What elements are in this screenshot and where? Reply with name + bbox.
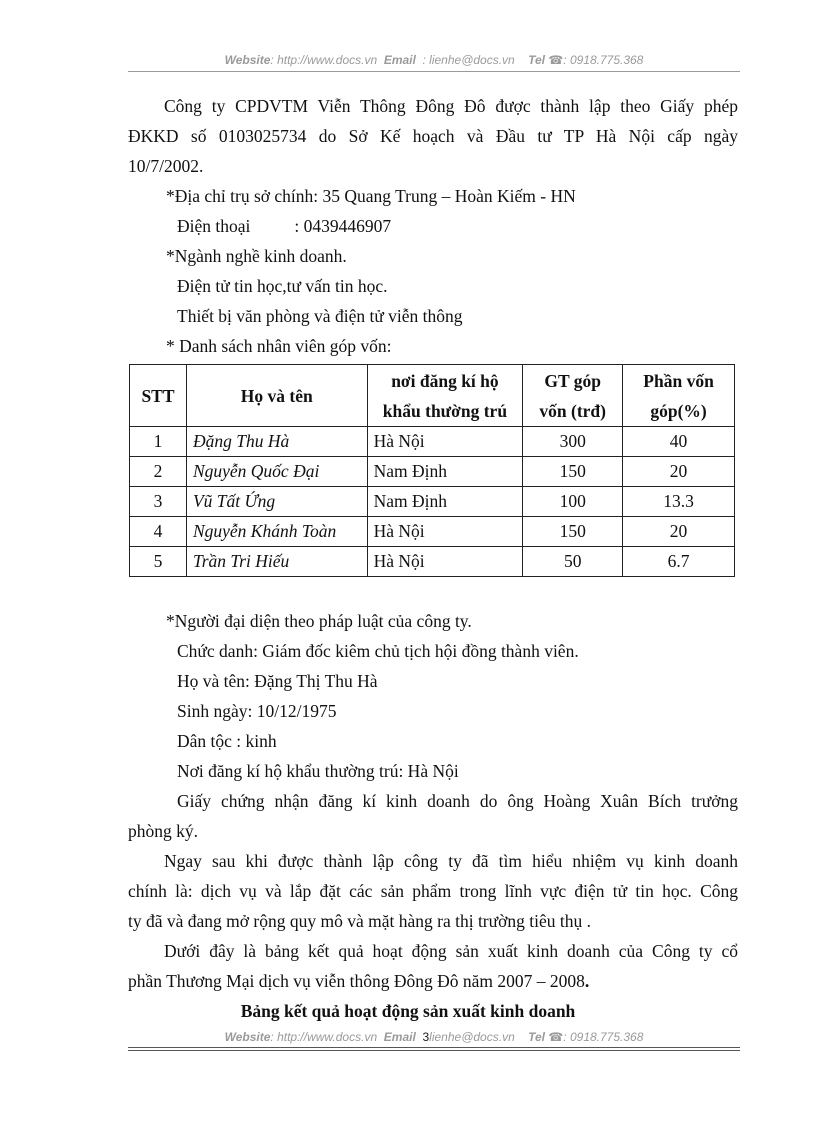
cell-stt: 2 (130, 457, 187, 487)
page-footer (128, 1030, 740, 1044)
email-address[interactable]: : lienhe@docs.vn (422, 53, 515, 67)
website-url[interactable]: : http://www.docs.vn (270, 1030, 378, 1044)
business-item-1: Điện tử tin học,tư vấn tin học. (177, 276, 388, 296)
phone-icon: ☎ (548, 1030, 564, 1044)
business-item-2: Thiết bị văn phòng và điện tử viễn thông (177, 306, 463, 326)
rep-cert-line-2: phòng ký. (128, 821, 198, 841)
col-header-capital: GT góp vốn (trđ) (523, 365, 623, 427)
business-paragraph-line-2: chính là: dịch vụ và lắp đặt các sản phẩm trong lĩnh vực điện tử tin học. Công (128, 881, 738, 901)
table-row (130, 517, 735, 547)
intro-line-2: ĐKKD số 0103025734 do Sở Kế hoạch và Đầu tư TP Hà Nội cấp ngày (128, 126, 738, 146)
website-label: Website (224, 53, 271, 67)
cell-share: 20 (623, 517, 735, 547)
business-paragraph-line-1: Ngay sau khi được thành lập công ty đã tìm hiểu nhiệm vụ kinh doanh (164, 851, 738, 871)
rep-heading: *Người đại diện theo pháp luật của công ty. (166, 611, 472, 631)
email-address[interactable]: lienhe@docs.vn (429, 1030, 515, 1044)
phone-value: : 0439446907 (294, 216, 392, 236)
table-row (130, 457, 735, 487)
header-divider (128, 71, 740, 72)
col-header-name: Họ và tên (186, 365, 367, 427)
cell-capital: 150 (523, 517, 623, 547)
cell-capital: 100 (523, 487, 623, 517)
cell-share: 13.3 (623, 487, 735, 517)
rep-ethnicity: Dân tộc : kinh (177, 731, 277, 751)
intro-line-3: 10/7/2002. (128, 156, 204, 176)
results-paragraph-line-1: Dưới đây là bảng kết quả hoạt động sản xuất kinh doanh của Công ty cổ (164, 941, 738, 961)
rep-name: Họ và tên: Đặng Thị Thu Hà (177, 671, 378, 691)
cell-share: 40 (623, 427, 735, 457)
cell-stt: 3 (130, 487, 187, 517)
tel-number: : 0918.775.368 (563, 1030, 644, 1044)
cell-residence: Hà Nội (367, 547, 523, 577)
phone-label: Điện thoại (177, 216, 251, 236)
table-header-row (130, 365, 735, 427)
results-paragraph-line-2: phần Thương Mại dịch vụ viễn thông Đông Đô năm 2007 – 2008. (128, 971, 590, 991)
email-label: Email (383, 53, 416, 67)
phone-line (177, 216, 391, 236)
rep-title: Chức danh: Giám đốc kiêm chủ tịch hội đồng thành viên. (177, 641, 579, 661)
cell-residence: Nam Định (367, 487, 523, 517)
tel-number: : 0918.775.368 (563, 53, 644, 67)
col-header-share: Phần vốn góp(%) (623, 365, 735, 427)
cell-name: Trần Tri Hiếu (186, 547, 367, 577)
cell-capital: 300 (523, 427, 623, 457)
phone-icon: ☎ (548, 53, 564, 67)
cell-capital: 50 (523, 547, 623, 577)
contributors-table (129, 364, 735, 577)
business-heading: *Ngành nghề kinh doanh. (166, 246, 347, 266)
website-url[interactable]: : http://www.docs.vn (270, 53, 378, 67)
page-number: 3 (422, 1030, 430, 1044)
tel-label: Tel (528, 1030, 545, 1044)
table-row (130, 547, 735, 577)
intro-line-1: Công ty CPDVTM Viễn Thông Đông Đô được thành lập theo Giấy phép (164, 96, 738, 116)
rep-cert-line-1: Giấy chứng nhận đăng kí kinh doanh do ông Hoàng Xuân Bích trưởng (177, 791, 738, 811)
tel-label: Tel (528, 53, 545, 67)
cell-residence: Nam Định (367, 457, 523, 487)
cell-share: 20 (623, 457, 735, 487)
rep-residence: Nơi đăng kí hộ khẩu thường trú: Hà Nội (177, 761, 459, 781)
cell-residence: Hà Nội (367, 517, 523, 547)
results-table-heading: Bảng kết quả hoạt động sản xuất kinh doanh (240, 1001, 576, 1021)
contributor-list-heading: * Danh sách nhân viên góp vốn: (166, 336, 392, 356)
address-line: *Địa chỉ trụ sở chính: 35 Quang Trung – Hoàn Kiếm - HN (166, 186, 576, 206)
cell-name: Nguyễn Khánh Toàn (186, 517, 367, 547)
rep-dob: Sinh ngày: 10/12/1975 (177, 701, 337, 721)
cell-stt: 4 (130, 517, 187, 547)
cell-residence: Hà Nội (367, 427, 523, 457)
cell-share: 6.7 (623, 547, 735, 577)
cell-capital: 150 (523, 457, 623, 487)
page-header (128, 53, 740, 67)
col-header-residence: nơi đăng kí hộ khẩu thường trú (367, 365, 523, 427)
footer-divider (128, 1047, 740, 1048)
business-paragraph-line-3: ty đã và đang mở rộng quy mô và mặt hàng ra thị trường tiêu thụ . (128, 911, 591, 931)
col-header-stt: STT (130, 365, 187, 427)
footer-divider (128, 1050, 740, 1051)
email-label: Email (383, 1030, 416, 1044)
website-label: Website (224, 1030, 271, 1044)
cell-name: Vũ Tất Ứng (186, 487, 367, 517)
cell-stt: 1 (130, 427, 187, 457)
cell-stt: 5 (130, 547, 187, 577)
table-row (130, 487, 735, 517)
cell-name: Đặng Thu Hà (186, 427, 367, 457)
cell-name: Nguyễn Quốc Đại (186, 457, 367, 487)
table-row (130, 427, 735, 457)
